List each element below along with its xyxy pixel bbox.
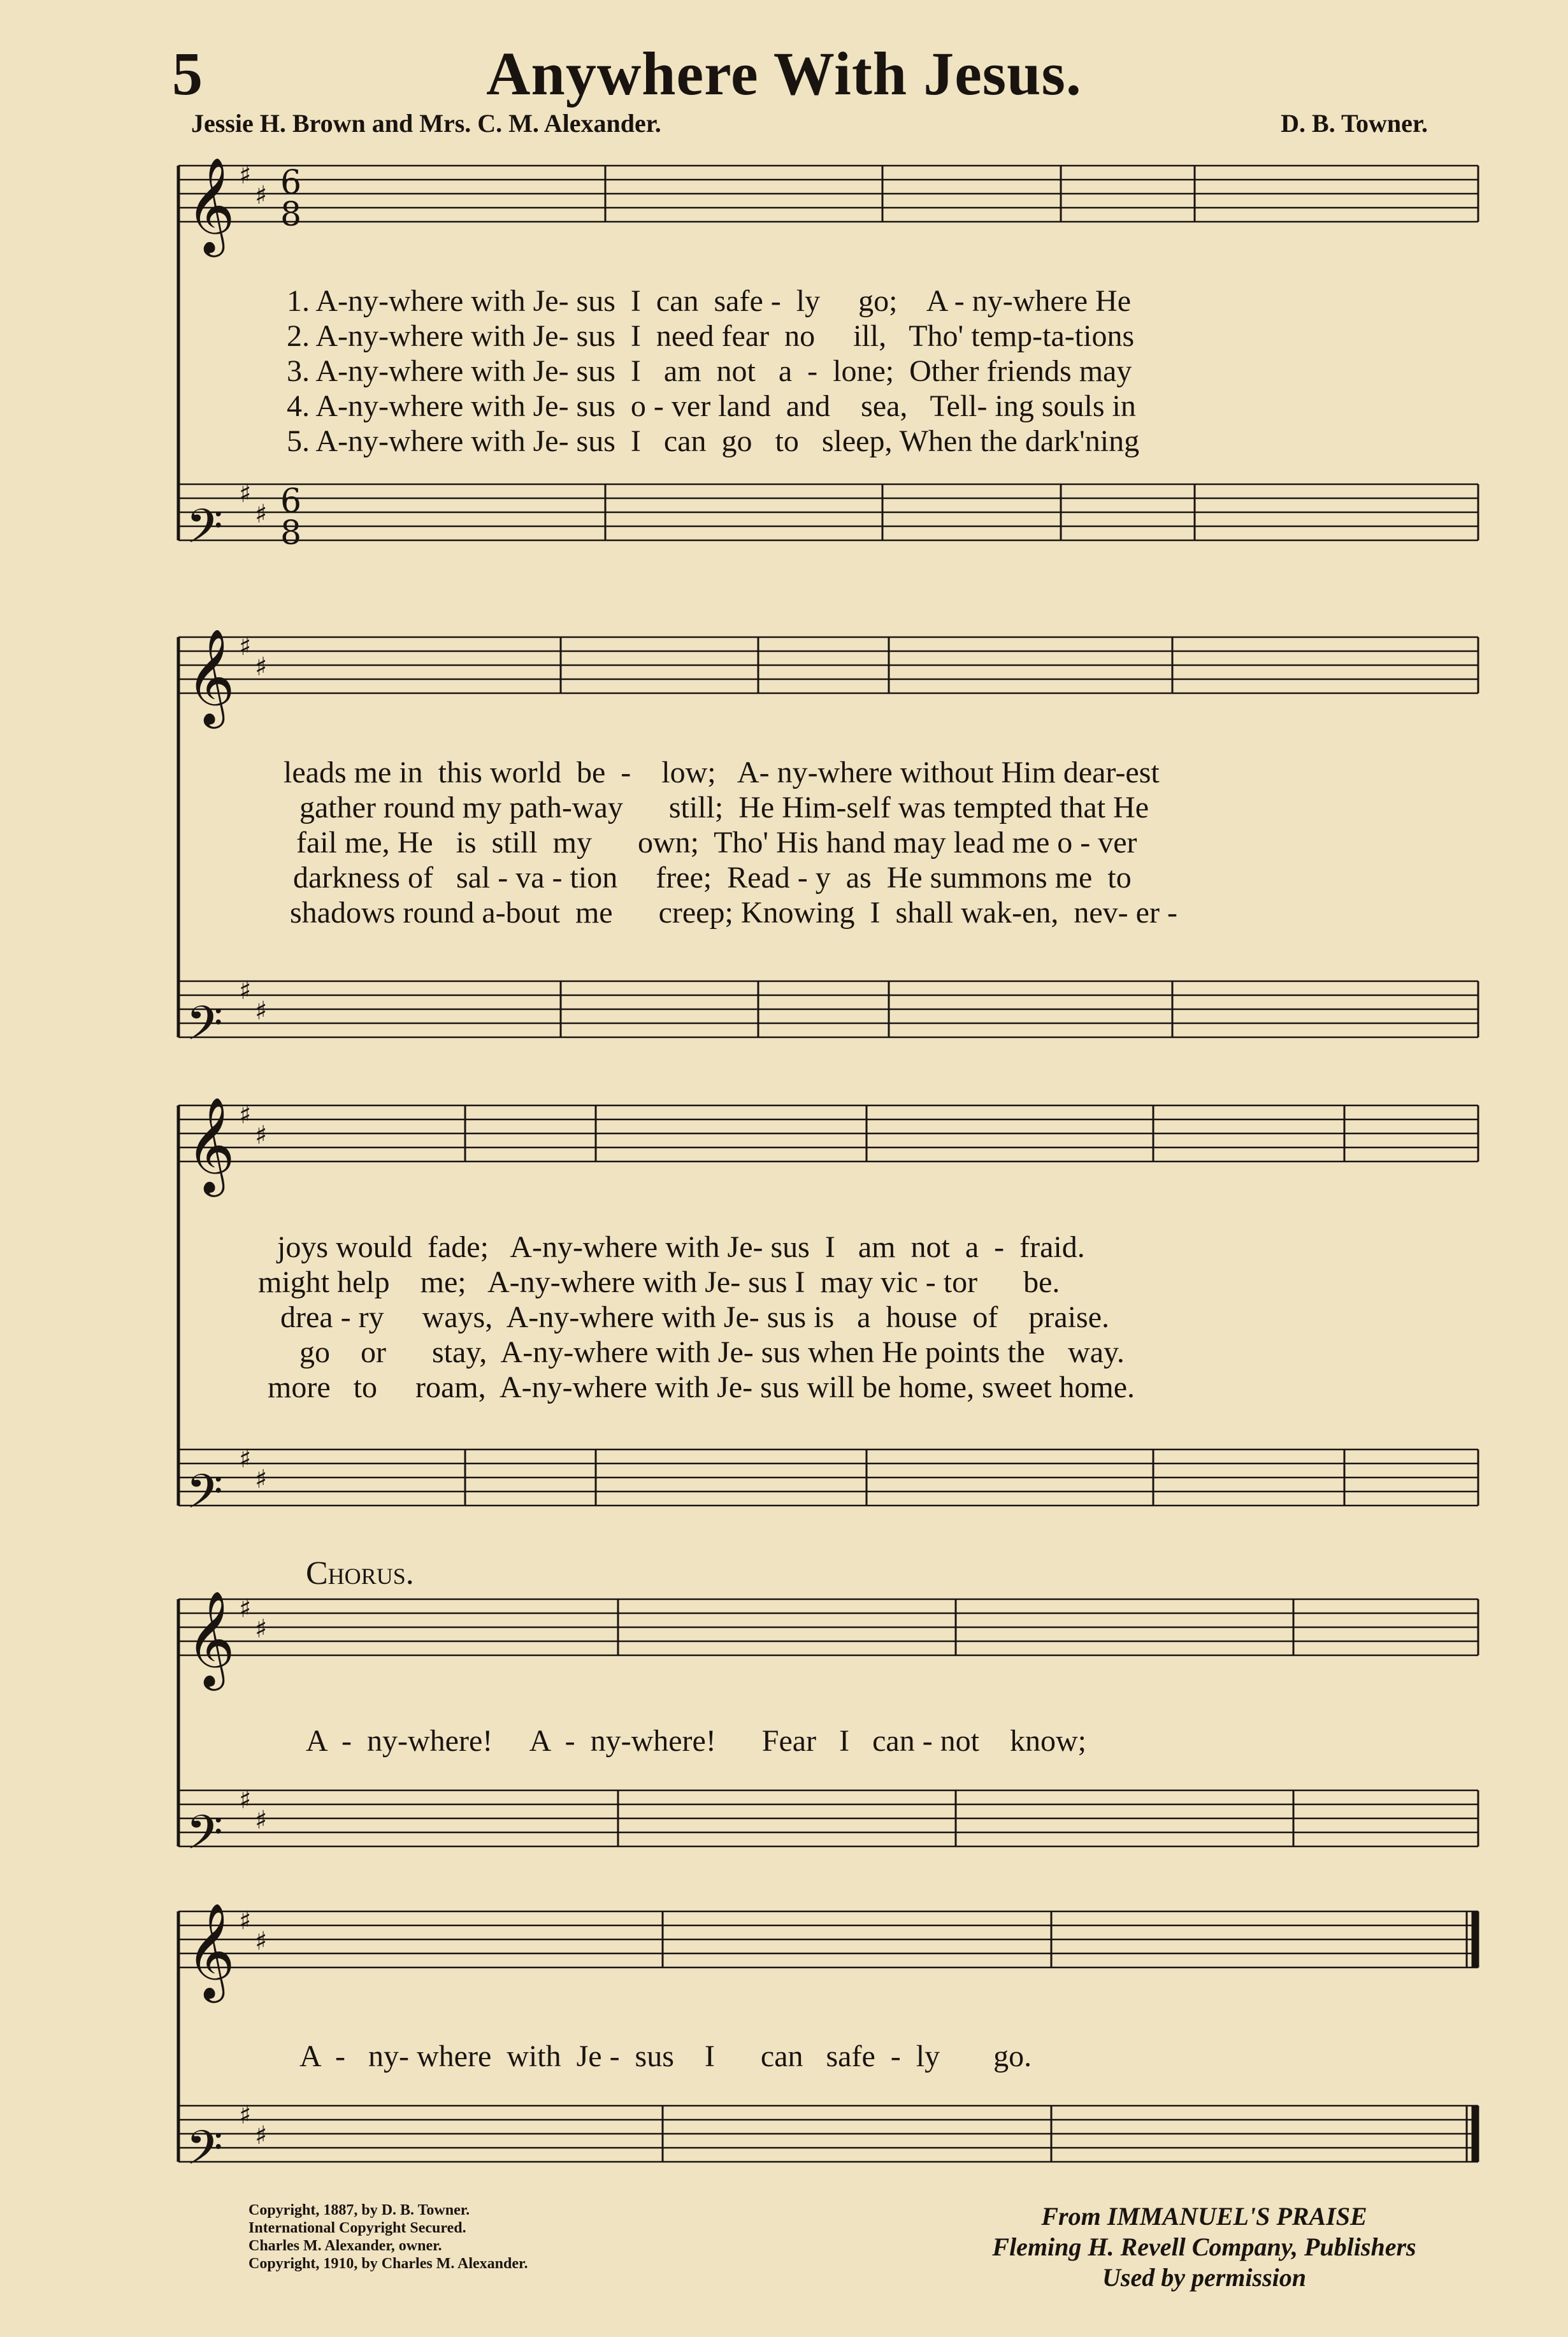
sharp-sign: ♯ bbox=[239, 479, 252, 508]
verse-4-line-1: 4. A-ny-where with Je- sus o - ver land and sea, Tell- ing souls in bbox=[287, 389, 1136, 423]
sharp-sign: ♯ bbox=[239, 632, 252, 661]
chorus-label: Chorus. bbox=[306, 1555, 414, 1592]
sharp-sign: ♯ bbox=[239, 161, 252, 190]
verse-1-line-2: leads me in this world be - low; A- ny-where without Him dear-est bbox=[284, 756, 1160, 789]
sharp-sign: ♯ bbox=[255, 181, 268, 210]
sharp-sign: ♯ bbox=[255, 652, 268, 682]
verse-2-line-3: might help me; A-ny-where with Je- sus I may vic - tor be. bbox=[258, 1265, 1060, 1299]
chorus-line-1: A - ny-where! A - ny-where! Fear I can - not know; bbox=[306, 1724, 1087, 1758]
verse-2-line-1: 2. A-ny-where with Je- sus I need fear no ill, Tho' temp-ta-tions bbox=[287, 319, 1135, 353]
bass-clef: 𝄢 bbox=[186, 1805, 223, 1872]
copyright-line: Charles M. Alexander, owner. bbox=[248, 2238, 442, 2254]
page-number: 5 bbox=[172, 40, 203, 108]
source-credit bbox=[943, 2201, 1465, 2293]
sharp-sign: ♯ bbox=[255, 500, 268, 529]
sharp-sign: ♯ bbox=[239, 1444, 252, 1474]
treble-clef: 𝄞 bbox=[186, 628, 235, 724]
time-signature-denominator: 8 bbox=[280, 196, 302, 234]
lyricists: Jessie H. Brown and Mrs. C. M. Alexander. bbox=[191, 109, 661, 138]
verse-5-line-2: shadows round a-bout me creep; Knowing I shall wak-en, nev- er - bbox=[290, 896, 1177, 930]
verse-4-line-2: darkness of sal - va - tion free; Read - y as He summons me to bbox=[293, 861, 1132, 895]
sharp-sign: ♯ bbox=[255, 1806, 268, 1835]
chorus-line-2: A - ny- where with Je - sus I can safe - ly go. bbox=[299, 2039, 1032, 2073]
sharp-sign: ♯ bbox=[239, 1100, 252, 1130]
source-line: From IMMANUEL'S PRAISE bbox=[1041, 2202, 1367, 2231]
copyright-notice bbox=[248, 2201, 528, 2273]
source-line: Used by permission bbox=[1102, 2263, 1306, 2292]
sharp-sign: ♯ bbox=[239, 976, 252, 1005]
sharp-sign: ♯ bbox=[239, 1594, 252, 1623]
time-signature-numerator: 6 bbox=[280, 164, 302, 202]
sharp-sign: ♯ bbox=[255, 1465, 268, 1494]
sharp-sign: ♯ bbox=[255, 1614, 268, 1644]
sharp-sign: ♯ bbox=[239, 2101, 252, 2130]
composer: D. B. Towner. bbox=[1281, 109, 1428, 138]
verse-5-line-3: more to roam, A-ny-where with Je- sus will be home, sweet home. bbox=[268, 1370, 1135, 1404]
sharp-sign: ♯ bbox=[255, 996, 268, 1026]
time-signature-numerator: 6 bbox=[280, 482, 302, 521]
verse-5-line-1: 5. A-ny-where with Je- sus I can go to sleep, When the dark'ning bbox=[287, 424, 1140, 458]
bass-clef: 𝄢 bbox=[186, 1464, 223, 1531]
sharp-sign: ♯ bbox=[255, 1927, 268, 1956]
treble-clef: 𝄞 bbox=[186, 156, 235, 253]
treble-clef: 𝄞 bbox=[186, 1096, 235, 1193]
verse-3-line-1: 3. A-ny-where with Je- sus I am not a - lone; Other friends may bbox=[287, 354, 1132, 388]
sharp-sign: ♯ bbox=[239, 1785, 252, 1815]
verse-3-line-2: fail me, He is still my own; Tho' His hand may lead me o - ver bbox=[296, 826, 1137, 859]
verse-1-line-1: 1. A-ny-where with Je- sus I can safe - ly go; A - ny-where He bbox=[287, 284, 1131, 318]
copyright-line: International Copyright Secured. bbox=[248, 2220, 466, 2236]
verse-2-line-2: gather round my path-way still; He Him-self was tempted that He bbox=[299, 791, 1149, 824]
bass-clef: 𝄢 bbox=[186, 2120, 223, 2187]
verse-1-line-3: joys would fade; A-ny-where with Je- sus I am not a - fraid. bbox=[277, 1230, 1085, 1264]
copyright-line: Copyright, 1910, by Charles M. Alexander. bbox=[248, 2255, 528, 2272]
bass-clef: 𝄢 bbox=[186, 499, 223, 566]
sharp-sign: ♯ bbox=[255, 2121, 268, 2150]
copyright-line: Copyright, 1887, by D. B. Towner. bbox=[248, 2202, 470, 2218]
verse-4-line-3: go or stay, A-ny-where with Je- sus when He points the way. bbox=[299, 1335, 1125, 1369]
time-signature-denominator: 8 bbox=[280, 514, 302, 552]
verse-3-line-3: drea - ry ways, A-ny-where with Je- sus is a house of praise. bbox=[280, 1300, 1110, 1334]
source-line: Fleming H. Revell Company, Publishers bbox=[992, 2233, 1416, 2261]
treble-clef: 𝄞 bbox=[186, 1590, 235, 1686]
sharp-sign: ♯ bbox=[255, 1121, 268, 1150]
treble-clef: 𝄞 bbox=[186, 1902, 235, 1999]
sharp-sign: ♯ bbox=[239, 1906, 252, 1936]
hymn-title: Anywhere With Jesus. bbox=[486, 40, 1082, 108]
bass-clef: 𝄢 bbox=[186, 996, 223, 1063]
